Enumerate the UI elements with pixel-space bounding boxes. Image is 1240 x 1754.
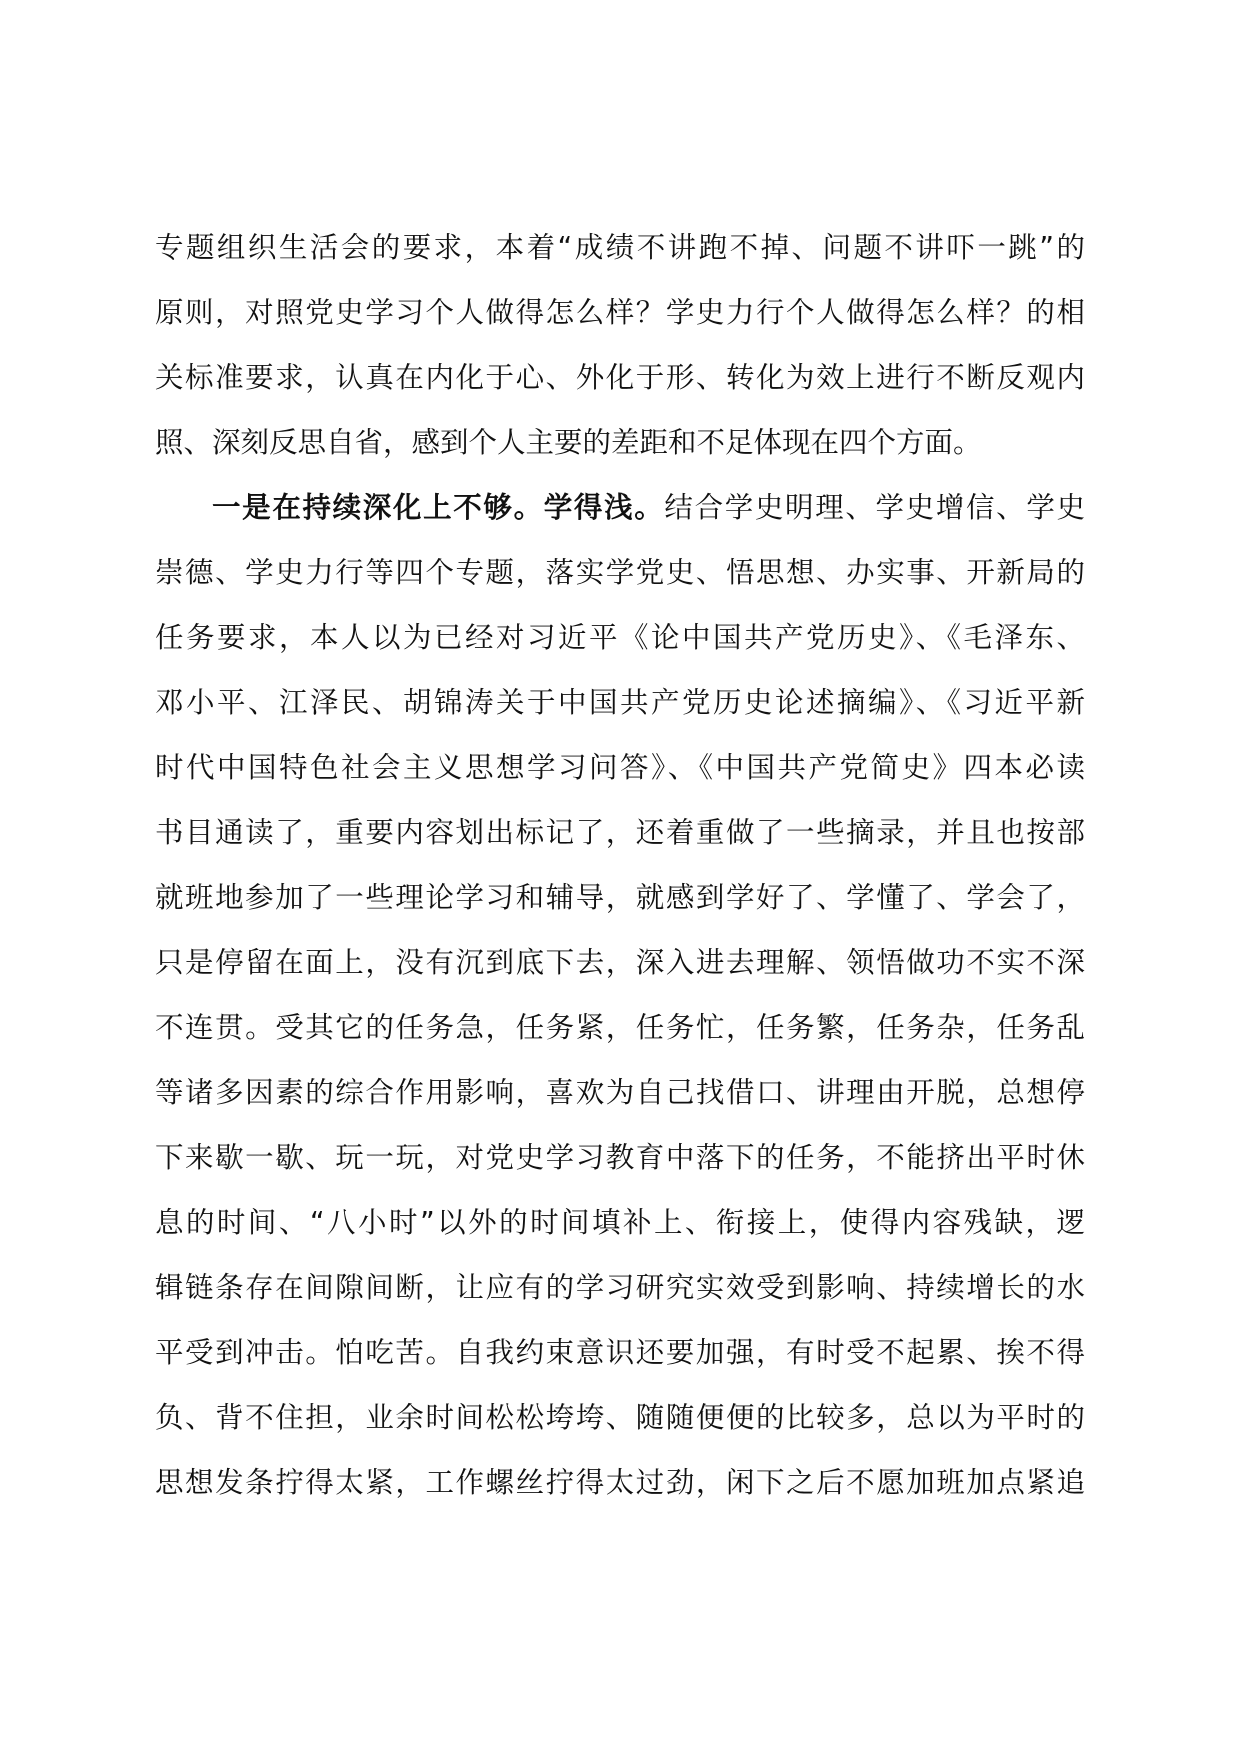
paragraph-2-first-line — [155, 475, 1085, 540]
body-text — [155, 215, 1085, 1515]
paragraph-2-line: 书目通读了，重要内容划出标记了，还着重做了一些摘录，并且也按部 — [155, 816, 1085, 849]
paragraph-1-line: 关标准要求，认真在内化于心、外化于形、转化为效上进行不断反观内 — [155, 361, 1085, 394]
paragraph-2-line: 负、背不住担，业余时间松松垮垮、随随便便的比较多，总以为平时的 — [155, 1401, 1085, 1434]
paragraph-2-line: 下来歇一歇、玩一玩，对党史学习教育中落下的任务，不能挤出平时休 — [155, 1141, 1085, 1174]
paragraph-2-bold-lead: 一是在持续深化上不够。学得浅。 — [212, 491, 665, 524]
paragraph-2-line: 等诸多因素的综合作用影响，喜欢为自己找借口、讲理由开脱，总想停 — [155, 1076, 1085, 1109]
paragraph-2-line: 任务要求，本人以为已经对习近平《论中国共产党历史》、《毛泽东、 — [155, 621, 1085, 654]
paragraph-2-line: 只是停留在面上，没有沉到底下去，深入进去理解、领悟做功不实不深 — [155, 946, 1085, 979]
paragraph-2-line: 思想发条拧得太紧，工作螺丝拧得太过劲，闲下之后不愿加班加点紧追 — [155, 1466, 1085, 1499]
paragraph-2-line: 崇德、学史力行等四个专题，落实学党史、悟思想、办实事、开新局的 — [155, 556, 1085, 589]
paragraph-2-line: 不连贯。受其它的任务急，任务紧，任务忙，任务繁，任务杂，任务乱 — [155, 1011, 1085, 1044]
paragraph-1-line: 原则，对照党史学习个人做得怎么样？学史力行个人做得怎么样？的相 — [155, 296, 1085, 329]
paragraph-1-line: 照、深刻反思自省，感到个人主要的差距和不足体现在四个方面。 — [155, 426, 982, 459]
paragraph-2-line: 时代中国特色社会主义思想学习问答》、《中国共产党简史》四本必读 — [155, 751, 1085, 784]
paragraph-1-line: 专题组织生活会的要求，本着“成绩不讲跑不掉、问题不讲吓一跳”的 — [155, 231, 1085, 264]
paragraph-2-line: 息的时间、“八小时”以外的时间填补上、衔接上，使得内容残缺，逻 — [155, 1206, 1085, 1239]
paragraph-2-line: 就班地参加了一些理论学习和辅导，就感到学好了、学懂了、学会了， — [155, 881, 1085, 914]
paragraph-2-line: 平受到冲击。怕吃苦。自我约束意识还要加强，有时受不起累、挨不得 — [155, 1336, 1085, 1369]
paragraph-2-line: 辑链条存在间隙间断，让应有的学习研究实效受到影响、持续增长的水 — [155, 1271, 1085, 1304]
paragraph-2-first-line-text: 结合学史明理、学史增信、学史 — [664, 491, 1085, 524]
paragraph-2-line: 邓小平、江泽民、胡锦涛关于中国共产党历史论述摘编》、《习近平新 — [155, 686, 1085, 719]
